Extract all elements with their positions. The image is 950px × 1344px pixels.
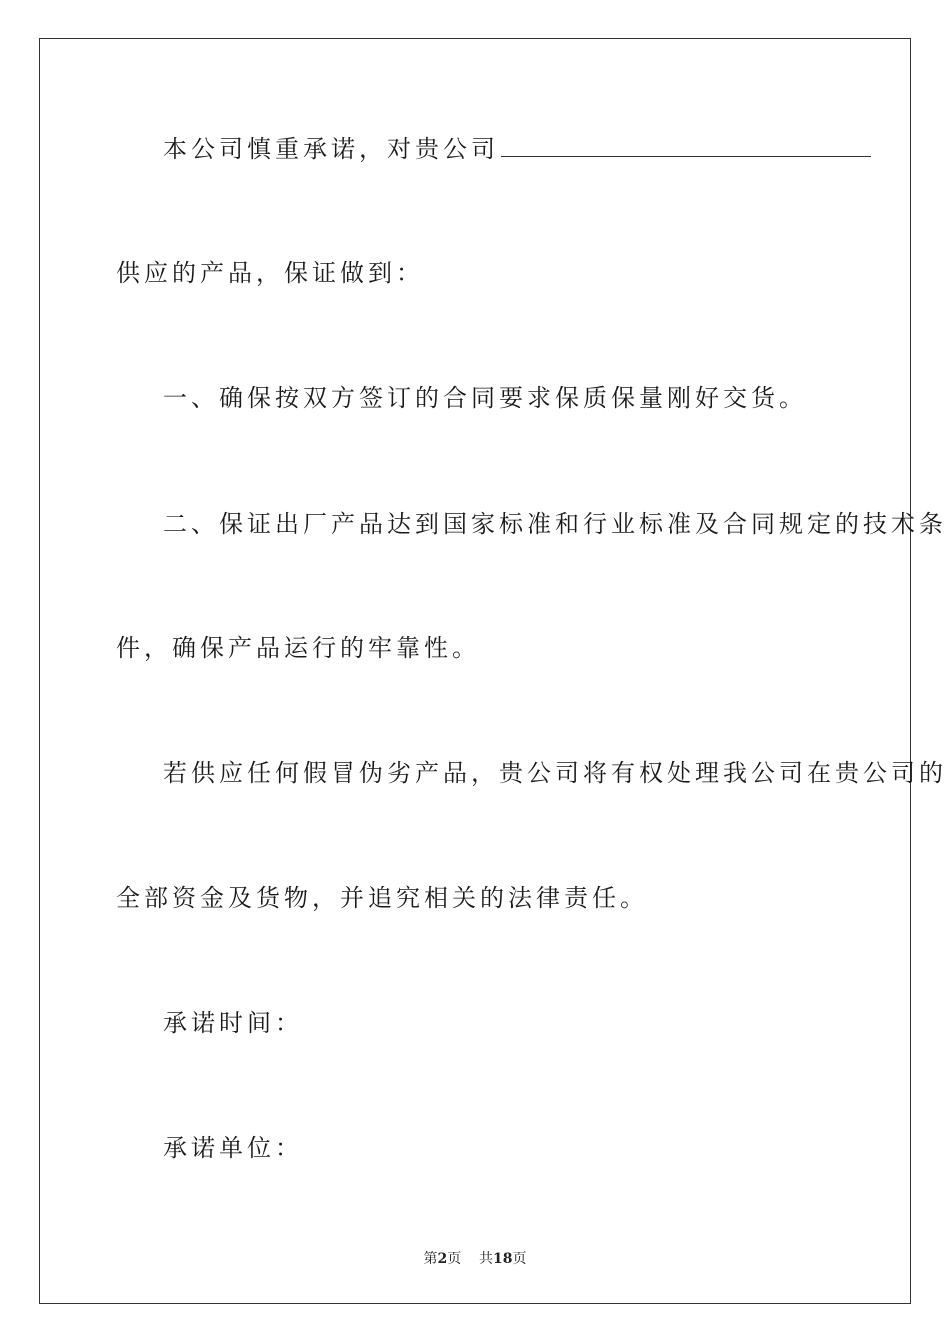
page-total: 18 xyxy=(493,1251,513,1267)
page-footer xyxy=(0,1248,950,1268)
clause-one: 一、确保按双方签订的合同要求保质保量刚好交货。 xyxy=(163,384,807,412)
page-prefix: 第 xyxy=(423,1251,438,1267)
total-suffix: 页 xyxy=(512,1251,527,1267)
company-name-blank xyxy=(501,134,871,157)
page-border xyxy=(39,38,911,1304)
commitment-intro-continued: 供应的产品，保证做到： xyxy=(116,259,424,287)
commitment-intro-line xyxy=(163,134,871,164)
page-current: 2 xyxy=(437,1251,448,1267)
commitment-unit-label: 承诺单位： xyxy=(163,1134,303,1162)
clause-two-line2: 件，确保产品运行的牢靠性。 xyxy=(116,634,480,662)
clause-two-line1: 二、保证出厂产品达到国家标准和行业标准及合同规定的技术条 xyxy=(163,510,947,538)
total-prefix: 共 xyxy=(479,1251,494,1267)
page-suffix: 页 xyxy=(447,1251,462,1267)
penalty-paragraph-line1: 若供应任何假冒伪劣产品，贵公司将有权处理我公司在贵公司的 xyxy=(163,759,947,787)
commitment-intro-text: 本公司慎重承诺，对贵公司 xyxy=(163,135,499,163)
commitment-time-label: 承诺时间： xyxy=(163,1009,303,1037)
penalty-paragraph-line2: 全部资金及货物，并追究相关的法律责任。 xyxy=(116,884,648,912)
